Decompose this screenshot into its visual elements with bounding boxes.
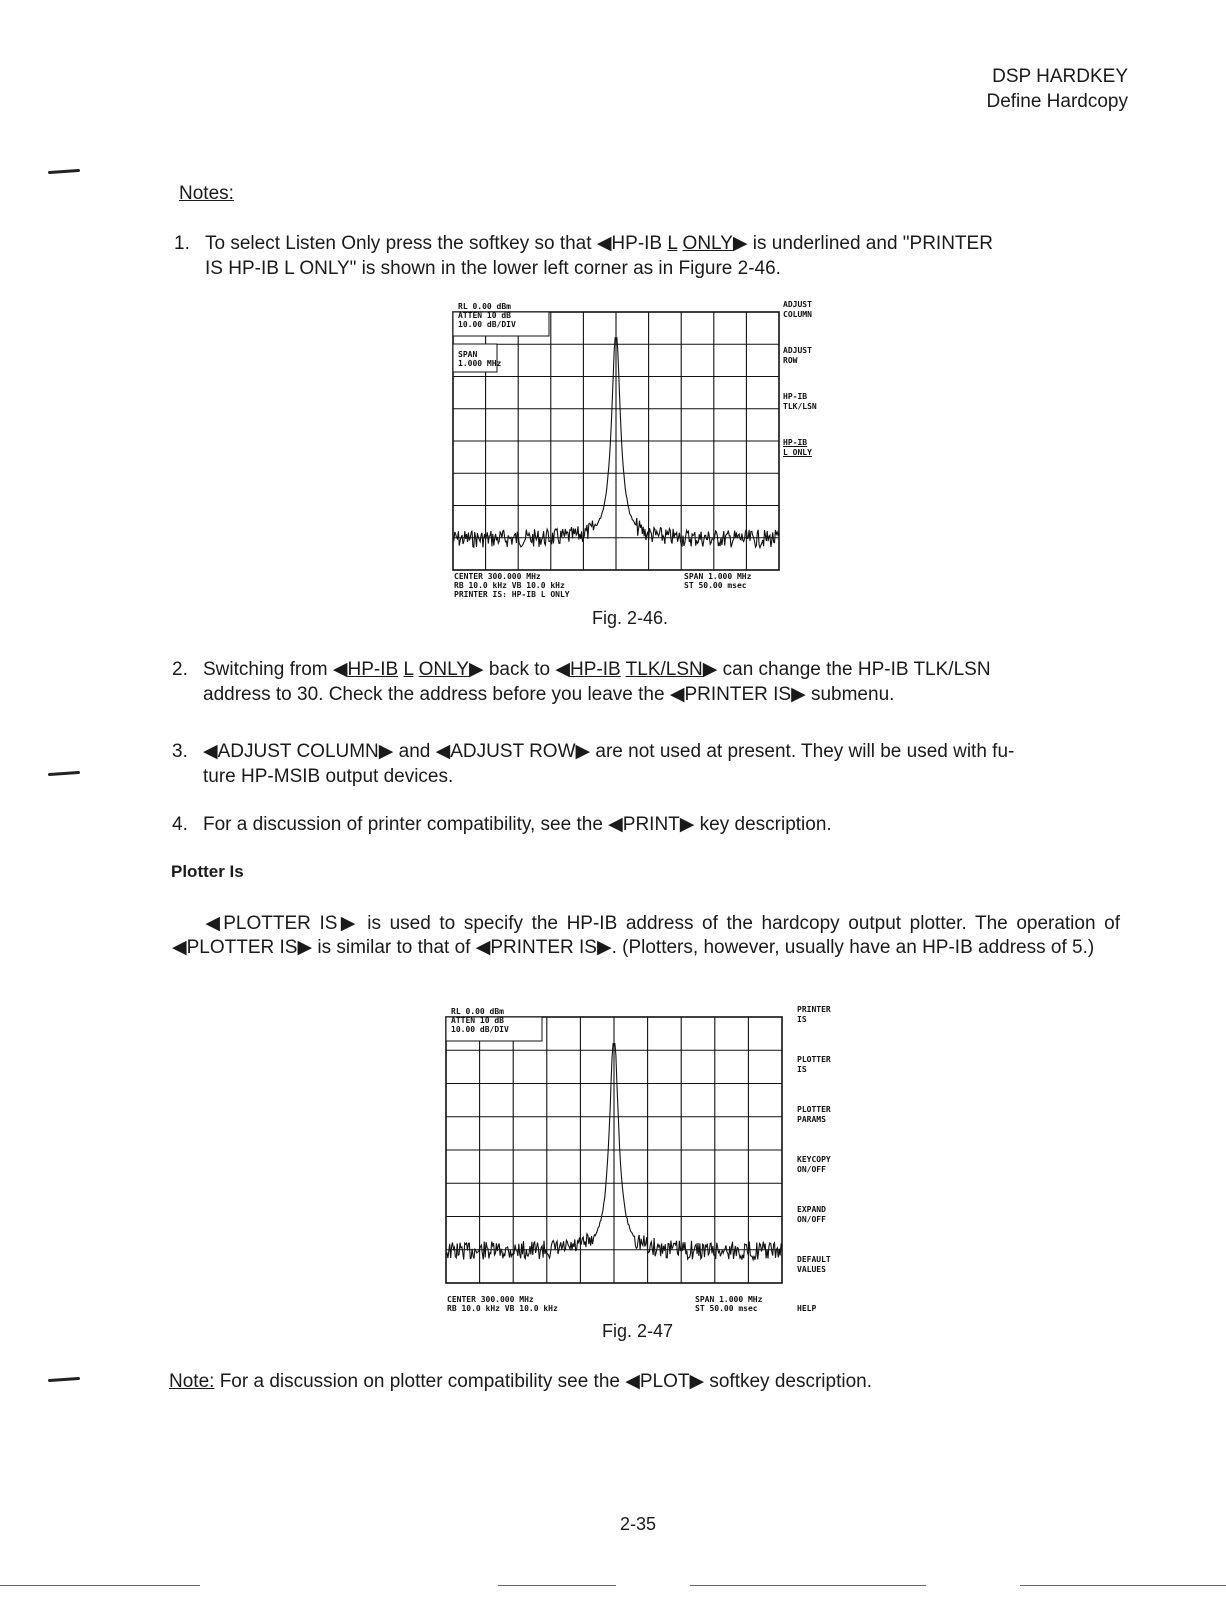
note-text-part: Switching from ◀ [203, 659, 348, 680]
spectrum-display [452, 300, 832, 600]
note-item-2 [172, 657, 1122, 709]
running-header [986, 64, 1128, 114]
footer-rule [1020, 1585, 1226, 1586]
screen-text: CENTER 300.000 MHz [447, 1295, 534, 1304]
screen-text: RB 10.0 kHz VB 10.0 kHz [447, 1304, 558, 1313]
note-text [203, 657, 991, 707]
note-number: 4. [172, 814, 188, 835]
note-text-part: ◀ADJUST COLUMN▶ and ◀ADJUST ROW▶ are not used at present. They will be used with fu- [203, 741, 1015, 762]
screen-text: SPAN 1.000 MHz [695, 1295, 763, 1304]
screen-text: RL 0.00 dBm [458, 302, 511, 311]
screen-text: RL 0.00 dBm [451, 1007, 504, 1016]
note-number: 2. [172, 659, 188, 680]
softkey-label-help: HELP [797, 1304, 817, 1313]
softkey-label-adjust-column: ADJUST COLUMN [783, 300, 812, 319]
screen-text: 1.000 MHz [458, 359, 502, 368]
screen-text: PRINTER IS: HP-IB L ONLY [454, 590, 570, 599]
softkey-ref: ONLY [682, 233, 733, 254]
note-text-part: ▶ back to ◀ [468, 659, 571, 680]
note-item-4 [172, 812, 1122, 838]
note-text-part: To select Listen Only press the softkey so that [205, 233, 597, 254]
footer-rule [690, 1585, 926, 1586]
header-subsection: Define Hardcopy [986, 91, 1128, 112]
screen-text: SPAN 1.000 MHz [684, 572, 752, 581]
note-item-3 [172, 739, 1122, 791]
margin-mark [48, 1377, 80, 1382]
note-item-1 [174, 231, 1124, 283]
note-text [205, 231, 993, 281]
final-note [169, 1370, 872, 1393]
softkey-label-default-values: DEFAULT VALUES [797, 1255, 831, 1274]
footer-rule [498, 1585, 616, 1586]
screen-text: RB 10.0 kHz VB 10.0 kHz [454, 581, 565, 590]
softkey-ref: ◀HP-IB [596, 233, 668, 254]
softkey-ref: TLK/LSN [625, 659, 703, 680]
screen-text: ATTEN 10 dB [451, 1016, 504, 1025]
note-label: Note: [169, 1371, 215, 1392]
screen-bottom-left [447, 1295, 558, 1313]
screen-text: 10.00 dB/DIV [451, 1025, 509, 1034]
note-number: 3. [172, 741, 188, 762]
screen-annotation [458, 302, 516, 329]
figure-caption: Fig. 2-47 [602, 1321, 674, 1341]
screen-text: ATTEN 10 dB [458, 311, 511, 320]
note-text [203, 812, 832, 837]
softkey-ref: HP-IB [570, 659, 621, 680]
figure-caption: Fig. 2-46. [592, 608, 669, 628]
margin-mark [48, 169, 80, 174]
figure-2-47 [445, 1005, 845, 1345]
screen-bottom-right [684, 572, 751, 590]
softkey-label-plotter-is: PLOTTER IS [797, 1055, 831, 1074]
screen-text: ST 50.00 msec [695, 1304, 758, 1313]
screen-annotation [451, 1007, 509, 1034]
header-section: DSP HARDKEY [992, 66, 1128, 87]
spectrum-display [445, 1005, 845, 1305]
softkey-label-hpib-tlk-lsn: HP-IB TLK/LSN [783, 392, 817, 411]
softkey-ref: ONLY [418, 659, 469, 680]
note-text-part: address to 30. Check the address before you leave the ◀PRINTER IS▶ submenu. [203, 684, 895, 705]
note-text-part: ture HP-MSIB output devices. [203, 766, 454, 787]
note-text: For a discussion on plotter compatibility see the ◀PLOT▶ softkey description. [214, 1371, 872, 1392]
span-annotation [458, 350, 501, 368]
screen-text: 10.00 dB/DIV [458, 320, 516, 329]
screen-text: CENTER 300.000 MHz [454, 572, 541, 581]
margin-mark [48, 771, 80, 776]
notes-title: Notes: [179, 183, 234, 204]
screen-bottom-right [695, 1295, 762, 1313]
screen-text: SPAN [458, 350, 478, 359]
plotter-is-paragraph [172, 912, 1120, 960]
screen-text: ST 50.00 msec [684, 581, 747, 590]
softkey-label-keycopy: KEYCOPY ON/OFF [797, 1155, 831, 1174]
note-text-part: IS HP-IB L ONLY" is shown in the lower left corner as in Figure 2-46. [205, 258, 781, 279]
note-text [203, 739, 1014, 789]
screen-bottom-left [454, 572, 570, 599]
softkey-label-expand: EXPAND ON/OFF [797, 1205, 826, 1224]
softkey-ref: L [403, 659, 414, 680]
softkey-label-adjust-row: ADJUST ROW [783, 346, 812, 365]
softkey-ref: ▶ [732, 233, 748, 254]
softkey-label-plotter-params: PLOTTER PARAMS [797, 1105, 831, 1124]
section-subheading: Plotter Is [171, 862, 244, 881]
note-text-part: ▶ can change the HP-IB TLK/LSN [702, 659, 991, 680]
softkey-ref: L [667, 233, 678, 254]
paragraph-text: ◀PLOTTER IS▶ is used to specify the HP-IB address of the hardcopy output plotter. The operation of ◀PLOTTER IS▶ is similar to that of ◀PRINTER IS▶. (Plotters, however, usually have an HP-IB address of 5.) [172, 913, 1120, 958]
page-number: 2-35 [620, 1514, 657, 1534]
softkey-label-hpib-l-only: HP-IB L ONLY [783, 438, 812, 457]
note-number: 1. [174, 233, 190, 254]
softkey-ref: HP-IB [347, 659, 399, 680]
note-text-part: is underlined and "PRINTER [747, 233, 993, 254]
figure-2-46 [452, 300, 832, 645]
footer-rule [0, 1585, 200, 1586]
softkey-label-printer-is: PRINTER IS [797, 1005, 831, 1024]
note-text-part: For a discussion of printer compatibility, see the ◀PRINT▶ key description. [203, 814, 832, 835]
